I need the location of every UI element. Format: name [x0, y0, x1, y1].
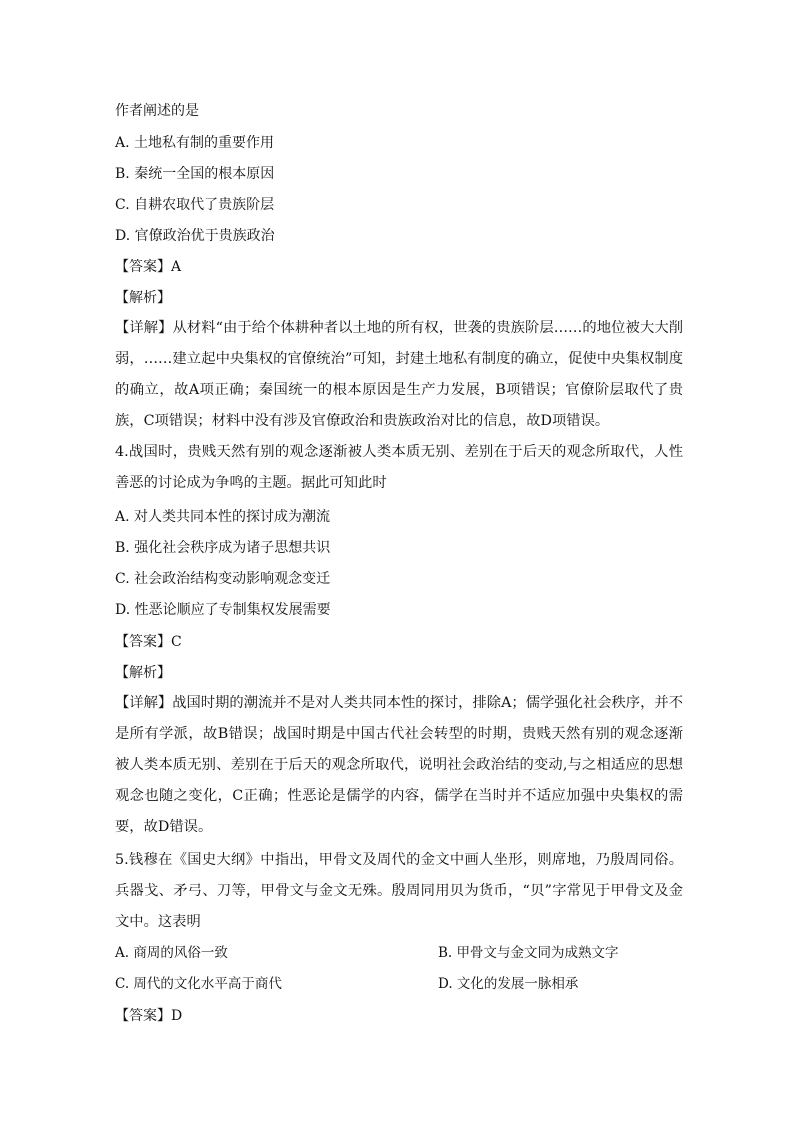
question-3-option-d: D. 官僚政治优于贵族政治: [115, 228, 275, 244]
question-5-option-b: B. 甲骨文与金文同为成熟文字: [438, 945, 619, 961]
question-5-answer: 【答案】D: [115, 1008, 183, 1024]
question-5-option-c: C. 周代的文化水平高于商代: [115, 976, 282, 992]
question-4-option-d: D. 性恶论顺应了专制集权发展需要: [115, 602, 331, 618]
question-4-option-c: C. 社会政治结构变动影响观念变迁: [115, 571, 331, 587]
question-4-stem: 4.战国时，贵贱天然有别的观念逐渐被人类本质无别、差别在于后天的观念所取代，人性善恶的讨论成为争鸣的主题。据此可知此时: [115, 444, 683, 491]
question-4-detail: 【详解】战国时期的潮流并不是对人类共同本性的探讨，排除A；儒学强化社会秩序，并不是所有学派，故B错误；战国时期是中国古代社会转型的时期，贵贱天然有别的观念逐渐被人类本质无别、差别在于后天的观念所取代，说明社会政治结的变动,与之相适应的思想观念也随之变化，C正确；性恶论是儒学的内容，儒学在当时并不适应加强中央集权的需要，故D错误。: [115, 695, 683, 835]
question-3-detail: 【详解】从材料“由于给个体耕种者以土地的所有权，世袭的贵族阶层……的地位被大大削弱，……建立起中央集权的官僚统治”可知，封建土地私有制度的确立，促使中央集权制度的确立，故A项正确；秦国统一的根本原因是生产力发展，B项错误；官僚阶层取代了贵族，C项错误；材料中没有涉及官僚政治和贵族政治对比的信息，故D项错误。: [115, 320, 683, 429]
question-3-option-a: A. 土地私有制的重要作用: [115, 135, 275, 151]
question-3-analysis-label: 【解析】: [115, 290, 171, 306]
question-5-option-d: D. 文化的发展一脉相承: [438, 976, 579, 992]
question-5-option-a: A. 商周的风俗一致: [115, 945, 228, 961]
question-4-analysis-label: 【解析】: [115, 665, 171, 681]
question-4-answer: 【答案】C: [115, 634, 182, 650]
question-3-option-c: C. 自耕农取代了贵族阶层: [115, 197, 275, 213]
question-5-stem: 5.钱穆在《国史大纲》中指出，甲骨文及周代的金文中画人坐形，则席地，乃殷周同俗。兵器戈、矛弓、刀等，甲骨文与金文无殊。殷周同用贝为货币，“贝”字常见于甲骨文及金文中。这表明: [115, 852, 683, 930]
question-3-option-b: B. 秦统一全国的根本原因: [115, 166, 275, 182]
question-3-answer: 【答案】A: [115, 259, 182, 275]
question-3-stem-tail: 作者阐述的是: [115, 103, 199, 119]
question-4-option-b: B. 强化社会秩序成为诸子思想共识: [115, 540, 331, 556]
question-4-option-a: A. 对人类共同本性的探讨成为潮流: [115, 509, 331, 525]
